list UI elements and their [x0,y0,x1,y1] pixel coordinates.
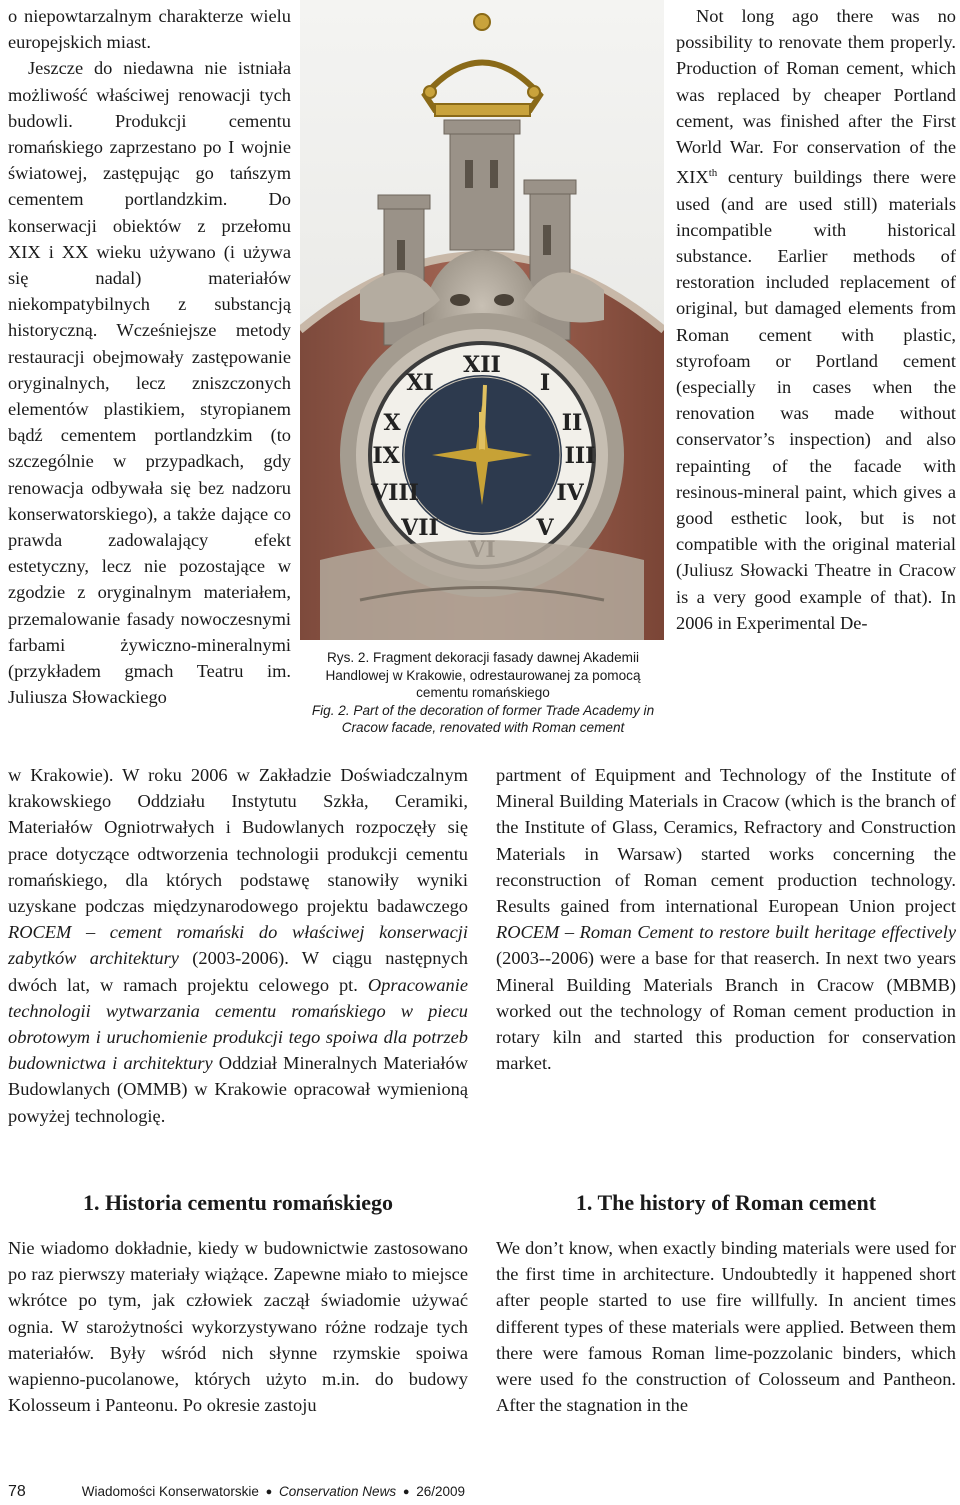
english-column-top [676,3,956,636]
english-text-a: Not long ago there was no possibility to renovate them properly. Production of Roman cement, which was replaced by cheaper Portland cement, was finished after the First World War. For conservation of the XIX [676,6,956,188]
page-footer [8,1483,958,1501]
polish-wide-e: Oddział Mineralnych Materiałów Budowlanych (OMMB) w Krakowie opracował wymienioną powyżej technologię. [8,1053,468,1126]
svg-text:X: X [383,410,401,436]
svg-text:VIII: VIII [371,480,419,506]
svg-text:III: III [564,443,596,469]
polish-targeted-project-title: Opracowanie technologii wytwarzania cementu romańskiego w piecu obrotowym i uruchomienie produkcji tego spoiwa dla potrzeb budownictwa i architektury [8,974,468,1074]
caption-polish: Rys. 2. Fragment dekoracji fasady dawnej Akademii Handlowej w Krakowie, odrestaurowanej za pomocą cementu romańskiego [325,650,641,701]
polish-wide-c: (2003-2006). W ciągu następnych dwóch lat, w ramach projektu celowego pt. [8,948,468,995]
figure-caption [302,649,664,737]
svg-text:I: I [539,370,551,396]
english-project-title: ROCEM – Roman Cement to restore built heritage effectively [496,922,956,943]
svg-text:VII: VII [401,515,439,541]
polish-project-title: ROCEM – cement romański do właściwej konserwacji zabytków architektury [8,922,468,969]
svg-text:IX: IX [372,443,400,469]
bullet-separator: ● [402,1486,410,1499]
svg-text:XII: XII [463,352,501,378]
polish-column-wide [8,762,468,1129]
bullet-separator: ● [265,1486,273,1499]
issue-number: 26/2009 [416,1484,466,1499]
facade-clock-photo [300,0,664,640]
english-text-b: century buildings there were used (and are used still) materials incompatible with historical substance. Earlier methods of restoration included replacement of original, but damaged elements from Roman cement with plastic, styrofoam or Portland cement (especially in cases when the renovation was made without conservator’s inspection) and also repainting of the facade with resinous-mineral paint, which gives a good esthetic look, but is not compatible with the original material (Juliusz Słowacki Theatre in Cracow is a very good example of that). In 2006 in Experimental De- [676,167,956,633]
polish-column-top [8,3,291,710]
svg-text:XI: XI [406,370,434,396]
polish-paragraph-1: o niepowtarzalnym charakterze wielu europejskich miast. [8,6,291,53]
english-column-wide [496,762,956,1076]
english-wide-c: (2003--2006) were a base for that reaserch. In next two years Mineral Building Materials Branch in Cracow (MBMB) worked out the technology of Roman cement production in rotary kiln and started this production for conservation market. [496,948,956,1074]
polish-section-heading: 1. Historia cementu romańskiego [82,1190,393,1215]
english-paragraph-2 [496,762,956,1076]
journal-name-polish: Wiadomości Konserwatorskie [81,1484,259,1499]
english-wide-a: partment of Equipment and Technology of the Institute of Mineral Building Materials in Cracow (which is the branch of the Institute of Glass, Ceramics, Refractory and Construction Materials in Warsaw) started works concerning the reconstruction of Roman cement production technology. Results gained from international European Union project [496,765,956,917]
polish-history-paragraph: Nie wiadomo dokładnie, kiedy w budownictwie zastosowano po raz pierwszy materiały wiążące. Zapewne miało to miejsce wkrótce po tym, jak człowiek zaczął świadomie używać ognia. W starożytności wykorzystywano różne rodzaje tych materiałów. Były wśród nich słynne rzymskie spoiwa wapienno-pucolanowe, których użyto m.in. do budowy Kolosseum i Panteonu. Po okresie zastoju [8,1238,468,1416]
journal-name-english: Conservation News [279,1484,397,1499]
svg-text:V: V [536,515,554,541]
svg-text:II: II [561,410,583,436]
english-history-paragraph: We don’t know, when exactly binding materials were used for the first time in architecture. Undoubtedly it happened short after people started to use fire willfully. In ancient times different types of these materials were applied. Between them there were famous Roman lime-pozzolanic binders, which were used fo the construction of Colosseum and Pantheon. After the stagnation in the [496,1238,956,1416]
caption-english: Fig. 2. Part of the decoration of former Trade Academy in Cracow facade, renovated with Roman cement [311,702,655,736]
polish-paragraph-2: Jeszcze do niedawna nie istniała możliwość właściwej renowacji tych budowli. Produkcji cementu romańskiego zaprzestano po I wojnie światowej, zastępując go tańszym cementem portlandzkim. Do konserwacji obiektów z przełomu XIX i XX wieku używano (i używa się nadal) materiałów niekompatybilnych z substancją historyczną. Wcześniejsze metody restauracji obejmowały zastępowanie oryginalnych, lecz zniszczonych elementów plastikiem, styropianem bądź cementem portlandzkim (to szczególnie w przypadkach, gdy renowacja odbywała się bez nadzoru konserwatorskiego), a także dające co prawda zadowalający efekt estetyczny, lecz nie pozostające w zgodzie z oryginalnym materiałem, przemalowanie fasady nowoczesnymi farbami żywiczno-mineralnymi (przykładem gmach Teatru im. Juliusza Słowackiego [8,58,291,708]
page-number: 78 [8,1483,26,1500]
english-section-heading: 1. The history of Roman cement [575,1190,877,1215]
english-paragraph-1 [676,3,956,636]
polish-wide-a: w Krakowie). W roku 2006 w Zakładzie Doświadczalnym krakowskiego Oddziału Instytutu Szkła, Ceramiki, Materiałów Ogniotrwałych i Budowlanych rozpoczęły się prace dotyczące odtworzenia technologii produkcji cementu romańskiego, dla których podstawę stanowiły wyniki uzyskane podczas międzynarodowego projektu badawczego [8,765,468,917]
svg-text:IV: IV [556,480,584,506]
superscript-th: th [708,167,718,180]
polish-paragraph-3 [8,762,468,1129]
